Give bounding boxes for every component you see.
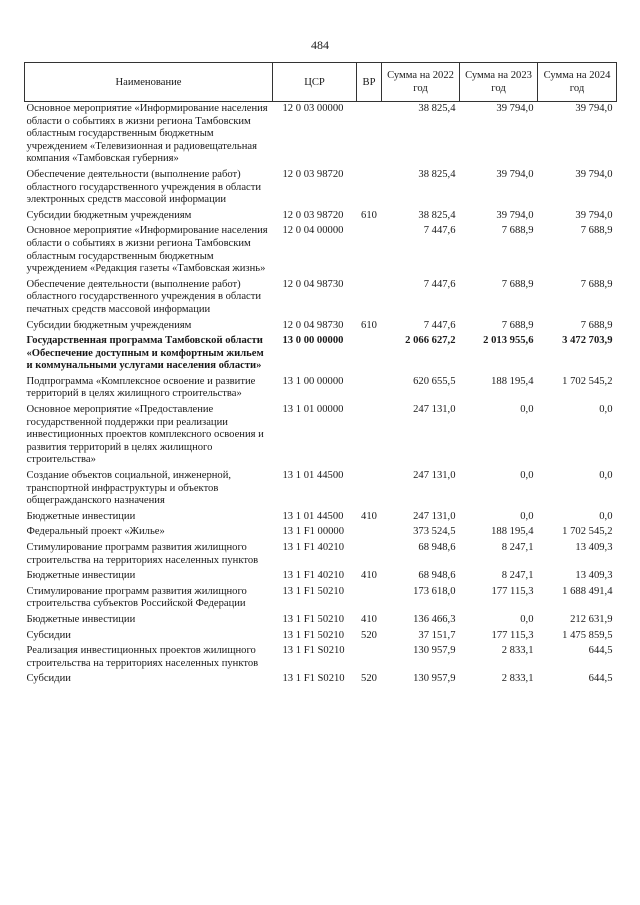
row-csr: 13 1 01 44500: [282, 470, 344, 482]
row-sum-2023: 7 688,9: [501, 319, 534, 331]
header-sum-2022: Сумма на 2022 год: [382, 63, 460, 102]
row-sum-2024: 644,5: [588, 645, 613, 657]
row-name: Основное мероприятие «Информирование населения области о событиях в жизни региона Тамбовским областным государственным бюджетным учреждением «Редакция газеты «Тамбовская жизнь»: [26, 225, 268, 275]
row-sum-2024: 3 472 703,9: [562, 335, 613, 347]
row-sum-2022: 136 466,3: [413, 613, 456, 625]
row-csr: 13 0 00 00000: [282, 335, 344, 347]
row-sum-2022: 7 447,6: [423, 225, 456, 237]
row-sum-2024: 39 794,0: [575, 209, 613, 221]
table-body: [25, 102, 617, 688]
row-sum-2022: 247 131,0: [413, 470, 456, 482]
row-vr: [357, 334, 382, 375]
row-name: Основное мероприятие «Предоставление государственной поддержки при реализации инвестиционных проектов комплексного освоения и развития территорий в целях жилищного строительства»: [26, 404, 264, 466]
row-vr: 610: [361, 319, 377, 331]
row-sum-2022: 373 524,5: [413, 526, 456, 538]
header-sum-2023: Сумма на 2023 год: [460, 63, 538, 102]
table-row: [25, 569, 617, 585]
row-vr: 520: [361, 673, 377, 685]
row-sum-2024: 0,0: [599, 510, 613, 522]
row-csr: 12 0 03 98720: [282, 209, 344, 221]
row-sum-2024: 1 475 859,5: [562, 629, 613, 641]
row-name: Подпрограмма «Комплексное освоение и развитие территорий в целях жилищного строительства»: [26, 375, 256, 400]
row-sum-2023: 39 794,0: [496, 103, 534, 114]
row-sum-2024: 0,0: [599, 470, 613, 482]
row-name: Субсидии бюджетным учреждениям: [26, 319, 192, 331]
row-sum-2022: 2 066 627,2: [405, 335, 456, 347]
row-name: Стимулирование программ развития жилищного строительства на территориях населенных пунктов: [26, 542, 259, 566]
row-vr: 410: [361, 570, 377, 582]
row-csr: 13 1 F1 50210: [282, 585, 345, 597]
row-name: Государственная программа Тамбовской области «Обеспечение доступным и комфортным жильем и коммунальными услугами населения области»: [26, 335, 264, 372]
row-csr: 13 1 F1 00000: [282, 526, 345, 538]
row-sum-2023: 188 195,4: [491, 375, 534, 387]
row-sum-2023: 39 794,0: [496, 168, 534, 180]
table-row: [25, 525, 617, 541]
row-sum-2022: 130 957,9: [413, 673, 456, 685]
table-row: [25, 613, 617, 629]
row-name: Обеспечение деятельности (выполнение работ) областного государственного учреждения в области электронных средств массовой информации: [26, 168, 262, 206]
row-sum-2023: 8 247,1: [501, 542, 534, 553]
table-row: [25, 644, 617, 672]
row-sum-2023: 0,0: [520, 613, 534, 625]
row-name: Основное мероприятие «Информирование населения области о событиях в жизни региона Тамбовским областным государственным бюджетным учреждением «Телевизионная и радиовещательная компания «Тамбовская губерния»: [26, 103, 268, 165]
table-row: [25, 629, 617, 645]
row-vr: [357, 102, 382, 168]
row-vr: 520: [361, 629, 377, 641]
row-name: Субсидии: [26, 629, 71, 641]
row-sum-2022: 620 655,5: [413, 375, 456, 387]
row-sum-2022: 38 825,4: [418, 168, 456, 180]
row-sum-2024: 0,0: [599, 404, 613, 416]
row-sum-2023: 8 247,1: [501, 570, 534, 582]
table-row: [25, 319, 617, 335]
table-row: [25, 672, 617, 688]
row-name: Федеральный проект «Жилье»: [26, 526, 165, 538]
row-sum-2022: 7 447,6: [423, 319, 456, 331]
row-vr: [357, 278, 382, 319]
row-csr: 13 1 00 00000: [282, 375, 344, 387]
row-sum-2023: 2 013 955,6: [483, 335, 534, 347]
row-csr: 13 1 F1 40210: [282, 542, 345, 553]
row-name: Бюджетные инвестиции: [26, 613, 136, 625]
row-csr: 13 1 01 44500: [282, 510, 344, 522]
row-sum-2024: 212 631,9: [570, 613, 613, 625]
row-sum-2022: 38 825,4: [418, 209, 456, 221]
header-sum-2024: Сумма на 2024 год: [538, 63, 617, 102]
row-sum-2024: 1 688 491,4: [562, 585, 613, 597]
row-name: Реализация инвестиционных проектов жилищного строительства на территориях населенных пунктов: [26, 645, 259, 669]
row-sum-2023: 177 115,3: [491, 629, 534, 641]
row-vr: [357, 644, 382, 672]
row-csr: 13 1 F1 S0210: [282, 673, 345, 685]
row-sum-2022: 247 131,0: [413, 404, 456, 416]
row-vr: [357, 541, 382, 569]
row-csr: 12 0 04 98730: [282, 278, 344, 290]
row-vr: [357, 403, 382, 469]
row-sum-2023: 0,0: [520, 470, 534, 482]
table-row: [25, 209, 617, 225]
row-name: Субсидии: [26, 673, 71, 685]
header-vr: ВР: [357, 63, 382, 102]
row-sum-2022: 68 948,6: [418, 542, 456, 553]
table-row: [25, 541, 617, 569]
row-sum-2024: 644,5: [588, 673, 613, 685]
table-row: [25, 375, 617, 403]
row-sum-2022: 37 151,7: [418, 629, 456, 641]
row-vr: [357, 375, 382, 403]
table-header: [25, 63, 617, 102]
row-sum-2023: 2 833,1: [501, 673, 534, 685]
row-sum-2022: 247 131,0: [413, 510, 456, 522]
header-name: Наименование: [25, 63, 273, 102]
page-number: 484: [311, 38, 329, 52]
row-sum-2024: 39 794,0: [575, 168, 613, 180]
table-row: [25, 585, 617, 613]
table-row: [25, 403, 617, 469]
table-row: [25, 168, 617, 209]
row-vr: 410: [361, 613, 377, 625]
row-sum-2022: 38 825,4: [418, 103, 456, 114]
row-vr: [357, 469, 382, 510]
header-csr: ЦСР: [273, 63, 357, 102]
row-vr: [357, 224, 382, 277]
row-csr: 12 0 03 00000: [282, 103, 344, 114]
row-csr: 13 1 01 00000: [282, 404, 344, 416]
row-name: Субсидии бюджетным учреждениям: [26, 209, 192, 221]
table-row: [25, 102, 617, 168]
table-row: [25, 469, 617, 510]
budget-table: [24, 62, 617, 688]
row-sum-2024: 13 409,3: [575, 570, 613, 582]
row-name: Обеспечение деятельности (выполнение работ) областного государственного учреждения в области печатных средств массовой информации: [26, 278, 262, 315]
table-row: [25, 224, 617, 277]
row-vr: [357, 525, 382, 541]
row-sum-2024: 7 688,9: [580, 319, 613, 331]
table-row: [25, 510, 617, 526]
row-sum-2024: 39 794,0: [575, 103, 613, 114]
row-csr: 13 1 F1 40210: [282, 570, 345, 582]
row-sum-2024: 1 702 545,2: [562, 375, 613, 387]
row-sum-2023: 177 115,3: [491, 585, 534, 597]
table-row: [25, 334, 617, 375]
table-row: [25, 278, 617, 319]
row-sum-2022: 7 447,6: [423, 278, 456, 290]
row-csr: 13 1 F1 S0210: [282, 645, 345, 657]
row-vr: [357, 585, 382, 613]
row-vr: 610: [361, 209, 377, 221]
row-csr: 12 0 03 98720: [282, 168, 344, 180]
row-sum-2023: 7 688,9: [501, 225, 534, 237]
row-sum-2022: 173 618,0: [413, 585, 456, 597]
row-sum-2024: 7 688,9: [580, 225, 613, 237]
row-csr: 13 1 F1 50210: [282, 629, 345, 641]
row-sum-2024: 13 409,3: [575, 542, 613, 553]
row-sum-2023: 2 833,1: [501, 645, 534, 657]
row-sum-2024: 1 702 545,2: [562, 526, 613, 538]
row-csr: 13 1 F1 50210: [282, 613, 345, 625]
row-sum-2023: 7 688,9: [501, 278, 534, 290]
row-sum-2023: 39 794,0: [496, 209, 534, 221]
row-name: Стимулирование программ развития жилищного строительства субъектов Российской Федерации: [26, 585, 247, 610]
row-name: Бюджетные инвестиции: [26, 570, 136, 582]
row-sum-2023: 0,0: [520, 404, 534, 416]
row-sum-2022: 68 948,6: [418, 570, 456, 582]
row-sum-2023: 188 195,4: [491, 526, 534, 538]
row-csr: 12 0 04 98730: [282, 319, 344, 331]
row-sum-2024: 7 688,9: [580, 278, 613, 290]
row-sum-2023: 0,0: [520, 510, 534, 522]
row-name: Бюджетные инвестиции: [26, 510, 136, 522]
row-name: Создание объектов социальной, инженерной, транспортной инфраструктуры и объектов общегражданского назначения: [26, 470, 232, 507]
row-sum-2022: 130 957,9: [413, 645, 456, 657]
row-vr: [357, 168, 382, 209]
row-vr: 410: [361, 510, 377, 522]
row-csr: 12 0 04 00000: [282, 225, 344, 237]
